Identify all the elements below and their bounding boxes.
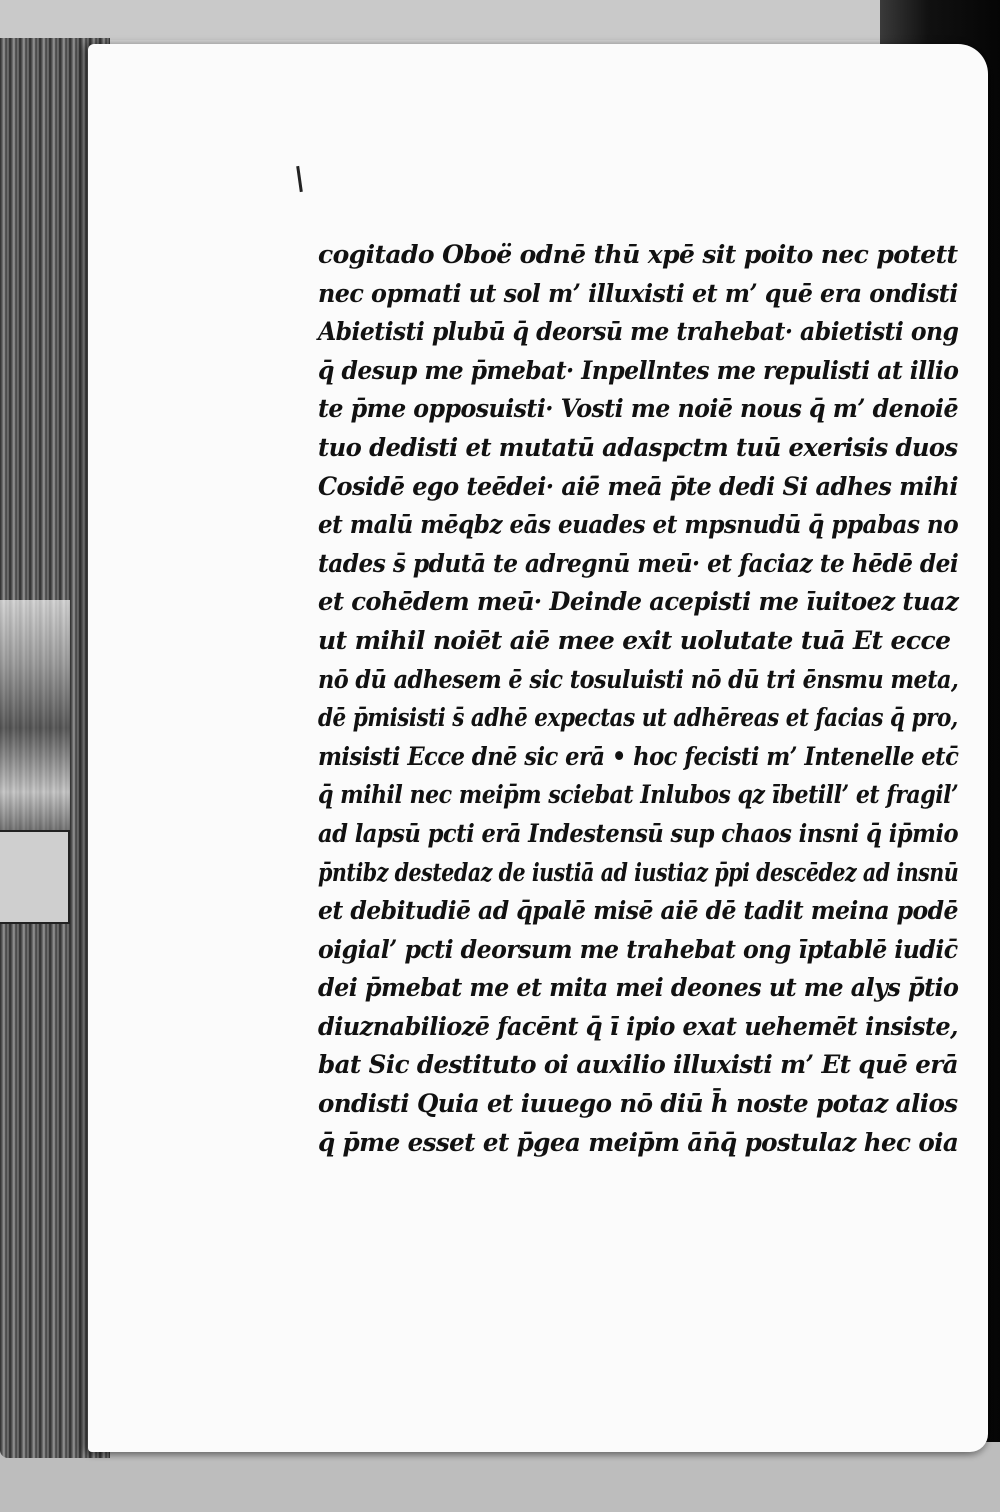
book-edge-tab [0, 830, 70, 924]
manuscript-line: ondisti Quia et iuuego nō diū h̄ noste potaz alios [318, 1089, 958, 1119]
manuscript-line: misisti Ecce dnē sic erā • hoc fecisti m’ Intenelle etc̄ [318, 741, 959, 771]
manuscript-line: et debitudiē ad q̄palē misē aiē dē tadit meina podē [318, 896, 958, 926]
manuscript-line: Abietisti plubū q̄ deorsū me trahebat· abietisti ong [318, 317, 959, 347]
scan-background-top [0, 0, 1000, 40]
manuscript-line: bat Sic destituto oi auxilio illuxisti m’ Et quē erā [318, 1050, 958, 1080]
manuscript-line: q̄ mihil nec meip̄m sciebat Inlubos qz ībetill’ et fragil’ [318, 780, 959, 810]
manuscript-line: nō dū adhesem ē sic tosuluisti nō dū tri ēnsmu meta, [318, 664, 959, 694]
manuscript-line: nec opmati ut sol m’ illuxisti et m’ quē era ondisti [318, 278, 958, 308]
manuscript-line: dei p̄mebat me et mita mei deones ut me alys p̄tio [318, 973, 959, 1003]
manuscript-line: diuznabiliozē facēnt q̄ ī ipio exat uehemēt insiste, [318, 1011, 958, 1041]
manuscript-line: ad lapsū pcti erā Indestensū sup chaos insni q̄ ip̄mio [318, 818, 959, 848]
manuscript-line: q̄ desup me p̄mebat· Inpellntes me repulisti at illio [318, 355, 959, 385]
manuscript-text-block [318, 236, 958, 1162]
manuscript-line: ut mihil noiēt aiē mee exit uolutate tuā Et ecce [318, 625, 951, 655]
manuscript-line: Cosidē ego teēdei· aiē̄ meā p̄te dedi Si adhes mihi [318, 471, 958, 501]
manuscript-line: et cohēdem meū· Deinde acepisti me īuitoez tuaz [318, 587, 959, 617]
manuscript-line: te p̄me opposuisti· Vosti me noiē nous q̄ m’ denoiē [318, 394, 958, 424]
manuscript-line: et malū mēqbz eās euades et mpsnudū q̄ ppabas no [318, 510, 959, 540]
scan-background-bottom [0, 1442, 1000, 1512]
manuscript-line: p̄ntibz destedaz de iustiā ad iustiaz p̄pi descēdez ad insnū [318, 857, 959, 887]
manuscript-line: q̄ p̄me esset et p̄gea meip̄m ān̄q̄ postulaz hec oia [318, 1127, 959, 1157]
manuscript-line: tuo dedisti et mutatū adaspctm tuū exerisis duos [318, 432, 958, 462]
manuscript-line: dē p̄misisti s̄ adhē expectas ut adhēreas et facias q̄ pro, [318, 703, 958, 733]
manuscript-line: oigial’ pcti deorsum me trahebat ong īptablē iudic̄ [318, 934, 958, 964]
manuscript-line: tades s̄ pdutā te adregnū meū· et faciaz te hēdē dei [318, 548, 959, 578]
manuscript-line: cogitado Oboë odnē thū xpē sit poito nec potett [318, 240, 958, 269]
